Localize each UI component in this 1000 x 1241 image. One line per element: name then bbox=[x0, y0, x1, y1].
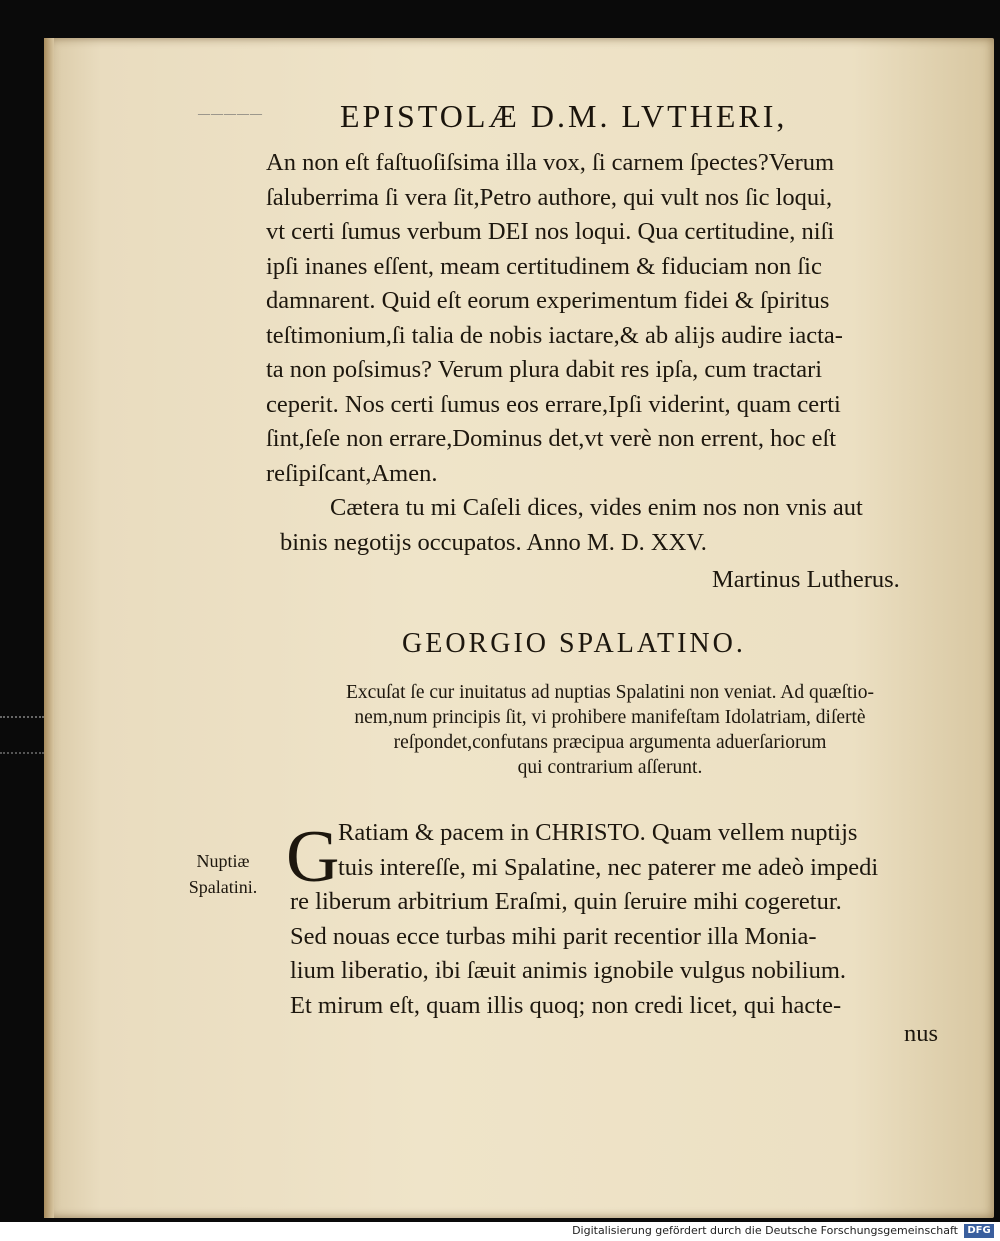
text-line: teſtimonium,ſi talia de nobis iactare,& ab alijs audire iacta- bbox=[266, 321, 843, 349]
letter-body bbox=[290, 816, 950, 1023]
text-line: Et mirum eſt, quam illis quoq; non credi licet, qui hacte- bbox=[290, 991, 842, 1019]
summary-line: qui contrarium aſſerunt. bbox=[517, 757, 703, 778]
footer-credit: Digitalisierung gefördert durch die Deutsche Forschungsgemeinschaft bbox=[572, 1224, 958, 1237]
text-line: damnarent. Quid eſt eorum experimentum fidei & ſpiritus bbox=[266, 287, 830, 314]
text-line: ipſi inanes eſſent, meam certitudinem & fiduciam non ſic bbox=[266, 252, 822, 280]
section-title: GEORGIO SPALATINO. bbox=[402, 628, 746, 659]
text-line: tuis intereſſe, mi Spalatine, nec paterer me adeò impedi bbox=[338, 853, 879, 881]
text-line: ſaluberrima ſi vera ſit,Petro authore, qui vult nos ſic loqui, bbox=[266, 183, 833, 211]
dfg-logo: DFG bbox=[964, 1224, 994, 1238]
text-line: Ratiam & pacem in CHRISTO. Quam vellem nuptijs bbox=[338, 819, 858, 846]
summary-line: nem,num principis ſit, vi prohibere manifeſtam Idolatriam, diſertè bbox=[354, 707, 866, 728]
scan-edge-mark bbox=[0, 716, 44, 720]
text-line: binis negotijs occupatos. Anno M. D. XXV. bbox=[280, 528, 707, 556]
text-line: vt certi ſumus verbum DEI nos loqui. Qua certitudine, niſi bbox=[266, 218, 835, 245]
text-line: ceperit. Nos certi ſumus eos errare,Ipſi viderint, quam certi bbox=[266, 390, 841, 418]
section-summary bbox=[280, 680, 940, 780]
summary-line: reſpondet,confutans præcipua argumenta aduerſariorum bbox=[393, 732, 827, 753]
letter-body bbox=[266, 146, 936, 560]
text-line: lium liberatio, ibi ſæuit animis ignobile vulgus nobilium. bbox=[290, 957, 846, 984]
margin-note-line: Nuptiæ bbox=[196, 851, 250, 871]
footer-bar bbox=[0, 1222, 1000, 1241]
margin-note bbox=[178, 848, 268, 900]
catchword: nus bbox=[904, 1020, 939, 1047]
text-line: Sed nouas ecce turbas mihi parit recentior illa Monia- bbox=[290, 922, 817, 950]
running-title: EPISTOLÆ D.M. LVTHERI, bbox=[340, 98, 788, 134]
page-gutter bbox=[44, 38, 54, 1218]
text-line: ſint,ſeſe non errare,Dominus det,vt verè non errent, hoc eſt bbox=[266, 425, 837, 452]
text-line: Cætera tu mi Caſeli dices, vides enim nos non vnis aut bbox=[330, 494, 863, 521]
text-line: re liberum arbitrium Eraſmi, quin ſeruire mihi cogeretur. bbox=[290, 888, 842, 915]
text-line: ta non poſsimus? Verum plura dabit res ipſa, cum tractari bbox=[266, 356, 823, 383]
text-line: reſipiſcant,Amen. bbox=[266, 459, 438, 487]
signature: Martinus Lutherus. bbox=[712, 566, 900, 593]
drop-cap: G bbox=[286, 816, 340, 898]
page-mark: ————— bbox=[198, 106, 263, 120]
scan-edge-mark bbox=[0, 752, 44, 756]
text-line: An non eſt faſtuoſiſsima illa vox, ſi carnem ſpectes?Verum bbox=[266, 149, 835, 176]
summary-line: Excuſat ſe cur inuitatus ad nuptias Spalatini non veniat. Ad quæſtio- bbox=[345, 682, 875, 703]
margin-note-line: Spalatini. bbox=[188, 877, 258, 897]
